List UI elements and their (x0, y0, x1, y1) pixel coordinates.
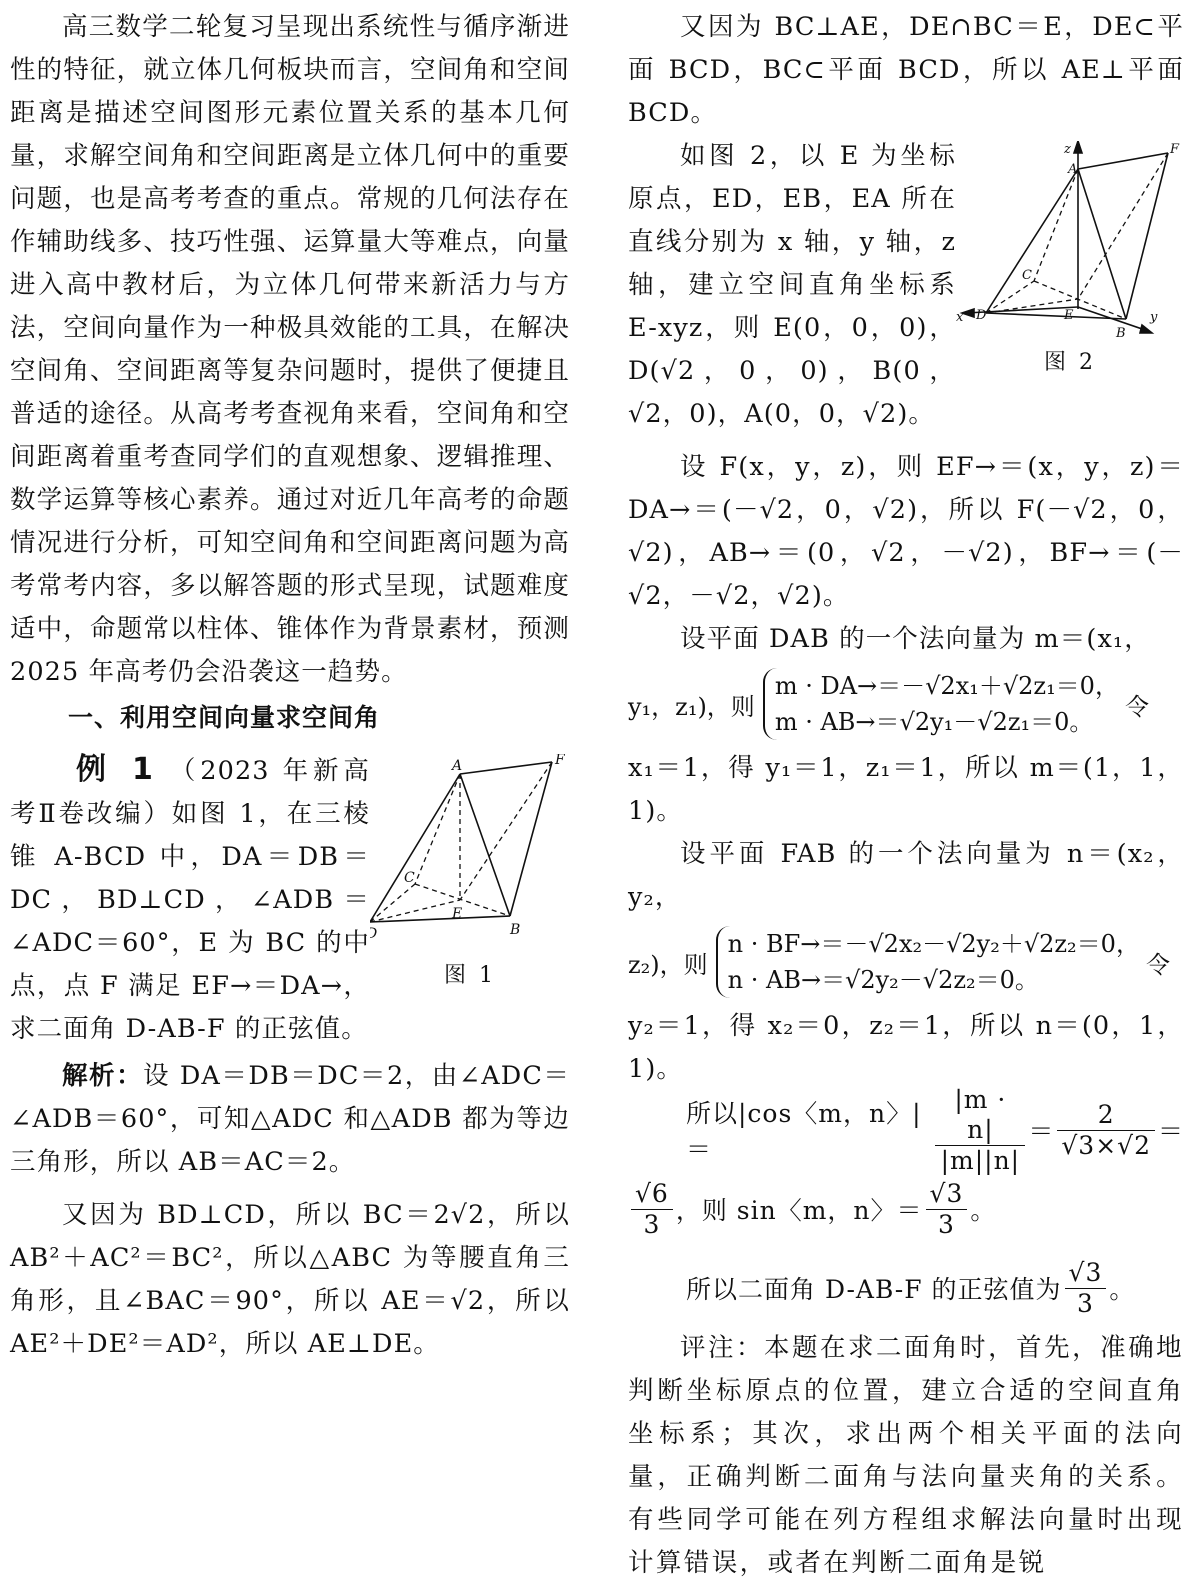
sin-mid: ，则 sin〈m，n〉＝ (675, 1196, 923, 1225)
equation-system-1 (763, 668, 1119, 740)
solution-label: 解析： (62, 1061, 144, 1091)
sys1-lead: y₁，z₁)，则 (628, 692, 755, 721)
sys1-tail: 令 (1124, 692, 1149, 721)
fig2-label-D: D (976, 308, 987, 323)
conclusion-numerator: √3 (1065, 1258, 1107, 1289)
cos-fraction-1-denominator: |m||n| (940, 1145, 1021, 1175)
sin-fraction-numerator: √3 (926, 1179, 968, 1210)
cos-fraction-1-numerator: |m · n| (935, 1085, 1025, 1146)
sys2-line-2: n · AB→＝√2y₂－√2z₂＝0。 (727, 966, 1039, 994)
cos-tail: ＝ (1157, 1117, 1184, 1146)
sqrt6-denominator: 3 (643, 1209, 661, 1239)
conclusion-fraction (1065, 1258, 1107, 1319)
fig1-label-F: F (555, 754, 565, 768)
conclusion-denominator: 3 (1077, 1288, 1094, 1318)
comment-paragraph: 评注：本题在求二面角时，首先，准确地判断坐标原点的位置，建立合适的空间直角坐标系；其次，求出两个相关平面的法向量，正确判断二面角与法向量夹角的关系。有些同学可能在列方程组求解法向量时出现计算错误，或者在判断二面角是锐 (628, 1333, 1184, 1578)
cos-fraction-2-numerator: 2 (1057, 1100, 1155, 1131)
fig1-label-D (370, 926, 377, 942)
right-paragraph-5a: 设平面 FAB 的一个法向量为 n＝(x₂，y₂， (628, 839, 1184, 912)
example-label: 例 1 (76, 752, 157, 787)
sin-fraction-denominator: 3 (938, 1209, 955, 1239)
fig2-label-B: B (1116, 326, 1126, 341)
fig2-label-z: z (1064, 142, 1071, 157)
right-paragraph-4a: 设平面 DAB 的一个法向量为 m＝(x₁， (680, 624, 1151, 654)
sqrt6-over-3 (631, 1179, 673, 1240)
right-paragraph-2: 如图 2，以 E 为坐标原点，ED，EB，EA 所在直线分别为 x 轴，y 轴，z 轴，建立空间直角坐标系 E-xyz，则 E(0，0，0)，D(√2，0，0)，B(0，√2，0)，A(0，0，√2)。 (628, 141, 956, 429)
sys1-line-2: m · AB→＝√2y₁－√2z₁＝0。 (774, 708, 1094, 736)
right-paragraph-1: 又因为 BC⊥AE，DE∩BC＝E，DE⊂平面 BCD，BC⊂平面 BCD，所以 AE⊥平面 BCD。 (628, 12, 1184, 128)
figure-2 (956, 141, 1184, 376)
fig2-label-A: A (1068, 162, 1078, 177)
equals-sign: ＝ (1028, 1117, 1055, 1146)
cos-lead: 所以|cos〈m，n〉|＝ (686, 1099, 922, 1164)
left-column (10, 6, 570, 1366)
right-column (628, 6, 1184, 1585)
cos-fraction-2 (1057, 1100, 1155, 1161)
figure-1 (370, 754, 570, 989)
sys2-lead: z₂)，则 (628, 950, 708, 979)
sin-formula (628, 1169, 1184, 1249)
conclusion-line (628, 1249, 1184, 1327)
fig1-label-C: C (404, 870, 415, 886)
equation-system-1-row (628, 661, 1184, 747)
sin-fraction (926, 1179, 968, 1240)
sin-end: 。 (970, 1196, 997, 1225)
right-paragraph-3: 设 F(x，y，z)，则 EF→＝(x，y，z)＝DA→＝(－√2，0，√2)，所以 F(－√2，0，√2)，AB→＝(0，√2，－√2)，BF→＝(－√2，－√2，√2)。 (628, 452, 1184, 611)
cos-fraction-1 (935, 1085, 1025, 1176)
sys2-tail: 令 (1145, 950, 1170, 979)
figure-1-caption: 图 1 (444, 963, 496, 988)
intro-paragraph: 高三数学二轮复习呈现出系统性与循序渐进性的特征，就立体几何板块而言，空间角和空间距离是描述空间图形元素位置关系的基本几何量，求解空间角和空间距离是立体几何中的重要问题，也是高考考查的重点。常规的几何法存在作辅助线多、技巧性强、运算量大等难点，向量进入高中教材后，为立体几何带来新活力与方法，空间向量作为一种极具效能的工具，在解决空间角、空间距离等复杂问题时，提供了便捷且普适的途径。从高考考查视角来看，空间角和空间距离着重考查同学们的直观想象、逻辑推理、数学运算等核心素养。通过对近几年高考的命题情况进行分析，可知空间角和空间距离问题为高考常考内容，多以解答题的形式呈现，试题难度适中，命题常以柱体、锥体作为背景素材，预测 2025 年高考仍会沿袭这一趋势。 (10, 12, 570, 687)
figure-2-caption: 图 2 (1044, 350, 1096, 375)
fig2-label-y: y (1150, 310, 1158, 325)
example-text: （2023 年新高考Ⅱ卷改编）如图 1，在三棱锥 A-BCD 中，DA＝DB＝DC，BD⊥CD，∠ADB＝∠ADC＝60°，E 为 BC 的中点，点 F 满足 EF→＝DA→，求二面角 D-AB-F 的正弦值。 (10, 756, 370, 1044)
sys1-line-1: m · DA→＝－√2x₁＋√2z₁＝0， (774, 672, 1119, 700)
cos-formula (628, 1084, 1184, 1175)
fig2-label-F: F (1170, 142, 1180, 157)
fig1-label-A: A (452, 758, 463, 774)
fig2-label-E: E (1064, 308, 1074, 323)
fig1-label-B: B (510, 922, 521, 938)
fig1-label-E: E (452, 906, 463, 922)
solution-paragraph-2: 又因为 BD⊥CD，所以 BC＝2√2，所以 AB²＋AC²＝BC²，所以△ABC 为等腰直角三角形，且∠BAC＝90°，所以 AE＝√2，所以 AE²＋DE²＝AD²，所以 AE⊥DE。 (10, 1200, 570, 1359)
figure-2-diagram (956, 141, 1184, 341)
cos-fraction-2-denominator: √3×√2 (1061, 1130, 1151, 1160)
sys2-line-1: n · BF→＝－√2x₂－√2y₂＋√2z₂＝0， (727, 930, 1140, 958)
fig2-label-x: x (956, 310, 964, 325)
conclusion-lead: 所以二面角 D-AB-F 的正弦值为 (686, 1275, 1062, 1304)
conclusion-end: 。 (1109, 1275, 1136, 1304)
solution-text-1: 设 DA＝DB＝DC＝2，由∠ADC＝∠ADB＝60°，可知△ADC 和△ADB 都为等边三角形，所以 AB＝AC＝2。 (10, 1061, 570, 1177)
equation-system-2-row (628, 919, 1184, 1005)
solution-paragraph-1 (10, 1055, 570, 1184)
section-title: 一、利用空间向量求空间角 (68, 703, 381, 732)
equation-system-2 (716, 926, 1140, 998)
right-paragraph-5d: y₂＝1，得 x₂＝0，z₂＝1，所以 n＝(0，1，1)。 (628, 1011, 1184, 1084)
figure-1-diagram (370, 754, 570, 954)
right-paragraph-4d: x₁＝1，得 y₁＝1，z₁＝1，所以 m＝(1，1，1)。 (628, 753, 1184, 826)
fig2-label-C: C (1022, 268, 1032, 283)
sqrt6-numerator: √6 (631, 1179, 673, 1210)
